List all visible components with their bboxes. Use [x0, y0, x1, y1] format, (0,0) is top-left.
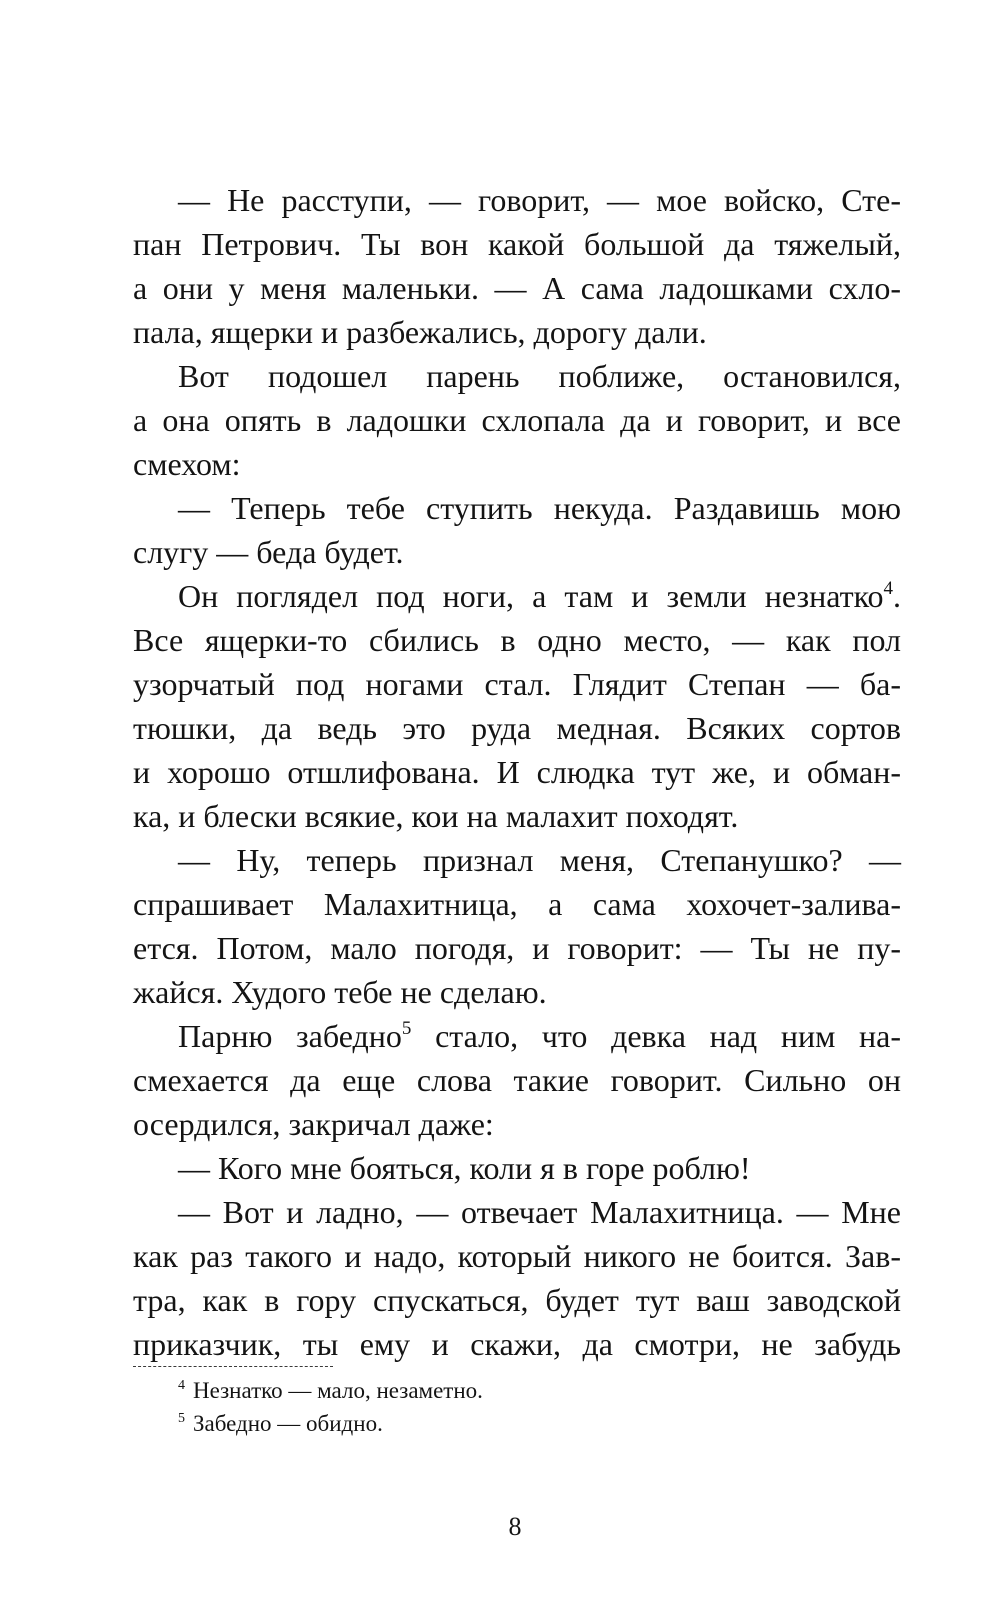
text-line: Вот подошел парень поближе, остановился, [178, 358, 901, 394]
footnote-separator [133, 1366, 333, 1367]
text-line: пала, ящерки и разбежались, дорогу дали. [133, 314, 707, 350]
text-line: как раз такого и надо, который никого не боится. Зав- [133, 1238, 901, 1274]
text-line: ка, и блески всякие, кои на малахит походят. [133, 798, 739, 834]
text-line: Все ящерки-то сбились в одно место, — как пол [133, 622, 901, 658]
text-line: пан Петрович. Ты вон какой большой да тяжелый, [133, 226, 901, 262]
text-line: ется. Потом, мало погодя, и говорит: — Ты не пу- [133, 930, 901, 966]
text-line: Он поглядел под ноги, а там и земли незнатко$^4$. [178, 578, 901, 614]
footnote-text: Незнатко — мало, незаметно. [193, 1378, 483, 1403]
footnote [178, 1374, 878, 1407]
footnote-number: 5 [178, 1411, 185, 1426]
footnotes [178, 1374, 878, 1440]
text-line: тюшки, да ведь это руда медная. Всяких сортов [133, 710, 901, 746]
text-line: приказчик, ты ему и скажи, да смотри, не забудь [133, 1326, 901, 1362]
body-text [133, 178, 901, 1366]
text-line: Парню забедно$^5$ стало, что девка над ним на- [178, 1018, 902, 1054]
text-line: смехается да еще слова такие говорит. Сильно он [133, 1062, 901, 1098]
text-line: — Кого мне бояться, коли я в горе роблю! [178, 1150, 751, 1186]
footnote-reference: 5 [401, 1018, 412, 1039]
text-line: осердился, закричал даже: [133, 1106, 494, 1142]
text-line: узорчатый под ногами стал. Глядит Степан — ба- [133, 666, 901, 702]
text-line: спрашивает Малахитница, а сама хохочет-залива- [133, 886, 901, 922]
text-line: а они у меня маленьки. — А сама ладошками схло- [133, 270, 901, 306]
text-line: и хорошо отшлифована. И слюдка тут же, и обман- [133, 754, 901, 790]
footnote [178, 1407, 878, 1440]
footnote-reference: 4 [883, 578, 893, 599]
text-line: — Теперь тебе ступить некуда. Раздавишь мою [178, 490, 901, 526]
text-line: — Вот и ладно, — отвечает Малахитница. — Мне [178, 1194, 901, 1230]
text-line: жайся. Худого тебе не сделаю. [133, 974, 547, 1010]
text-line: тра, как в гору спускаться, будет тут ваш заводской [133, 1282, 901, 1318]
text-line: — Не расступи, — говорит, — мое войско, Сте- [178, 182, 901, 218]
text-line: а она опять в ладошки схлопала да и говорит, и все [133, 402, 901, 438]
text-line: слугу — беда будет. [133, 534, 404, 570]
text-line: — Ну, теперь признал меня, Степанушко? — [178, 842, 901, 878]
footnote-number: 4 [178, 1378, 185, 1393]
text-line: смехом: [133, 446, 241, 482]
page-number: 8 [508, 1512, 522, 1541]
footnote-text: Забедно — обидно. [193, 1411, 383, 1436]
